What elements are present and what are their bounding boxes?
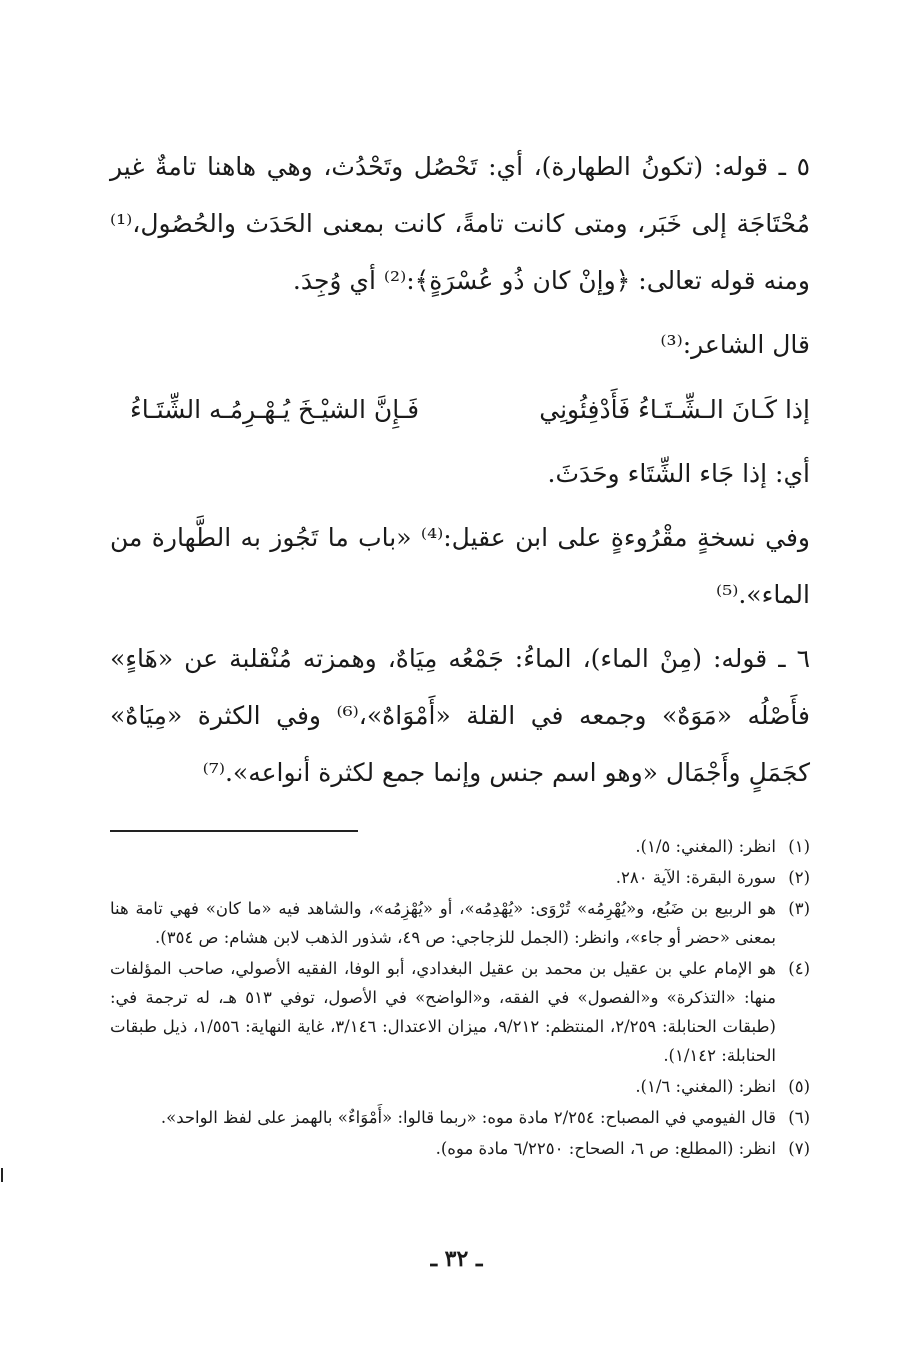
verse-line: [110, 381, 810, 438]
footnote-number: (٢): [788, 868, 810, 887]
verse-second-hemistich: فَـإِنَّ الشيْـخَ يُـهْـرِمُـه الشِّتَـاءُ: [130, 395, 420, 424]
poet-intro: قال الشاعر:⁽³⁾: [660, 330, 810, 359]
footnote-1: [110, 832, 810, 861]
footnote-text: انظر: (المغني: ١/٦).: [635, 1077, 776, 1096]
footnote-text: هو الإمام علي بن عقيل بن محمد بن عقيل البغدادي، أبو الوفا، الفقيه الأصولي، صاحب المؤلفات منها: «التذكرة» و«الفصول» في الفقه، و«الواضح» في الأصول، توفي ٥١٣ هـ، له ترجمة في: (طبقات الحنابلة: ٢/٢٥٩، المنتظم: ٩/٢١٢، ميزان الاعتدال: ٣/١٤٦، غاية النهاية: ١/٥٥٦، ذيل طبقات الحنابلة: ١/١٤٢).: [110, 959, 776, 1065]
footnote-text: انظر: (المغني: ١/٥).: [635, 837, 776, 856]
paragraph-6: ٦ ـ قوله: (مِنْ الماء)، الماءُ: جَمْعُه مِيَاهٌ، وهمزته مُنْقلبة عن «هَاءٍ» فأَصْلُه «مَوَهٌ» وجمعه في القلة «أَمْوَاهٌ»،⁽⁶⁾ وفي الكثرة «مِيَاهٌ» كجَمَلٍ وأَجْمَال «وهو اسم جنس وإنما جمع لكثرة أنواعه».⁽⁷⁾: [110, 644, 811, 787]
footnote-7: [110, 1134, 810, 1163]
footnote-number: (٦): [788, 1108, 810, 1127]
footnote-number: (١): [788, 837, 810, 856]
footnote-6: [110, 1103, 810, 1132]
footnote-text: انظر: (المطلع: ص ٦، الصحاح: ٦/٢٢٥٠ مادة موه).: [435, 1139, 776, 1158]
footnote-number: (٥): [788, 1077, 810, 1096]
footnote-number: (٤): [788, 959, 810, 978]
footnote-3: [110, 894, 810, 952]
footnote-text: سورة البقرة: الآية ٢٨٠.: [615, 868, 776, 887]
verse-first-hemistich: إذا كَـانَ الـشِّـتَـاءُ فَأَدْفِئُونِي: [539, 395, 810, 424]
footnote-number: (٧): [788, 1139, 810, 1158]
footnote-text: قال الفيومي في المصباح: ٢/٢٥٤ مادة موه: «ربما قالوا: «أَمْوَاءٌ» بالهمز على لفظ الواحد».: [160, 1108, 776, 1127]
verse-explanation: أي: إذا جَاء الشِّتَاء وحَدَثَ.: [547, 459, 810, 488]
footnote-number: (٣): [788, 899, 810, 918]
footnote-4: [110, 954, 810, 1070]
paragraph-5: ٥ ـ قوله: (تكونُ الطهارة)، أي: تَحْصُل وتَحْدُث، وهي هاهنا تامةٌ غير مُحْتَاجَة إلى خَبَر، ومتى كانت تامةً، كانت بمعنى الحَدَث والحُصُول،⁽¹⁾ ومنه قوله تعالى: ﴿وإنْ كان ذُو عُسْرَةٍ﴾:⁽²⁾ أي وُجِدَ.: [110, 152, 810, 295]
footnote-5: [110, 1072, 810, 1101]
footnotes: [110, 832, 810, 1165]
footnote-text: هو الربيع بن ضَبُع، و«يُهْرِمُه» تُرْوَى: «يُهْدِمُه»، أو «يُهْزِمُه»، والشاهد فيه «ما كان» فهي تامة هنا بمعنى «حضر أو جاء»، وانظر: (الجمل للزجاجي: ص ٤٩، شذور الذهب لابن هشام: ص ٣٥٤).: [110, 899, 776, 947]
footnote-2: [110, 863, 810, 892]
main-text: [110, 138, 810, 801]
page-number: ـ ٣٢ ـ: [430, 1246, 483, 1272]
scan-edge-mark: [1, 1168, 3, 1182]
manuscript-note: وفي نسخةٍ مقْرُوءةٍ على ابن عقيل:⁽⁴⁾ «باب ما تَجُوز به الطَّهارة من الماء».⁽⁵⁾: [110, 523, 810, 609]
